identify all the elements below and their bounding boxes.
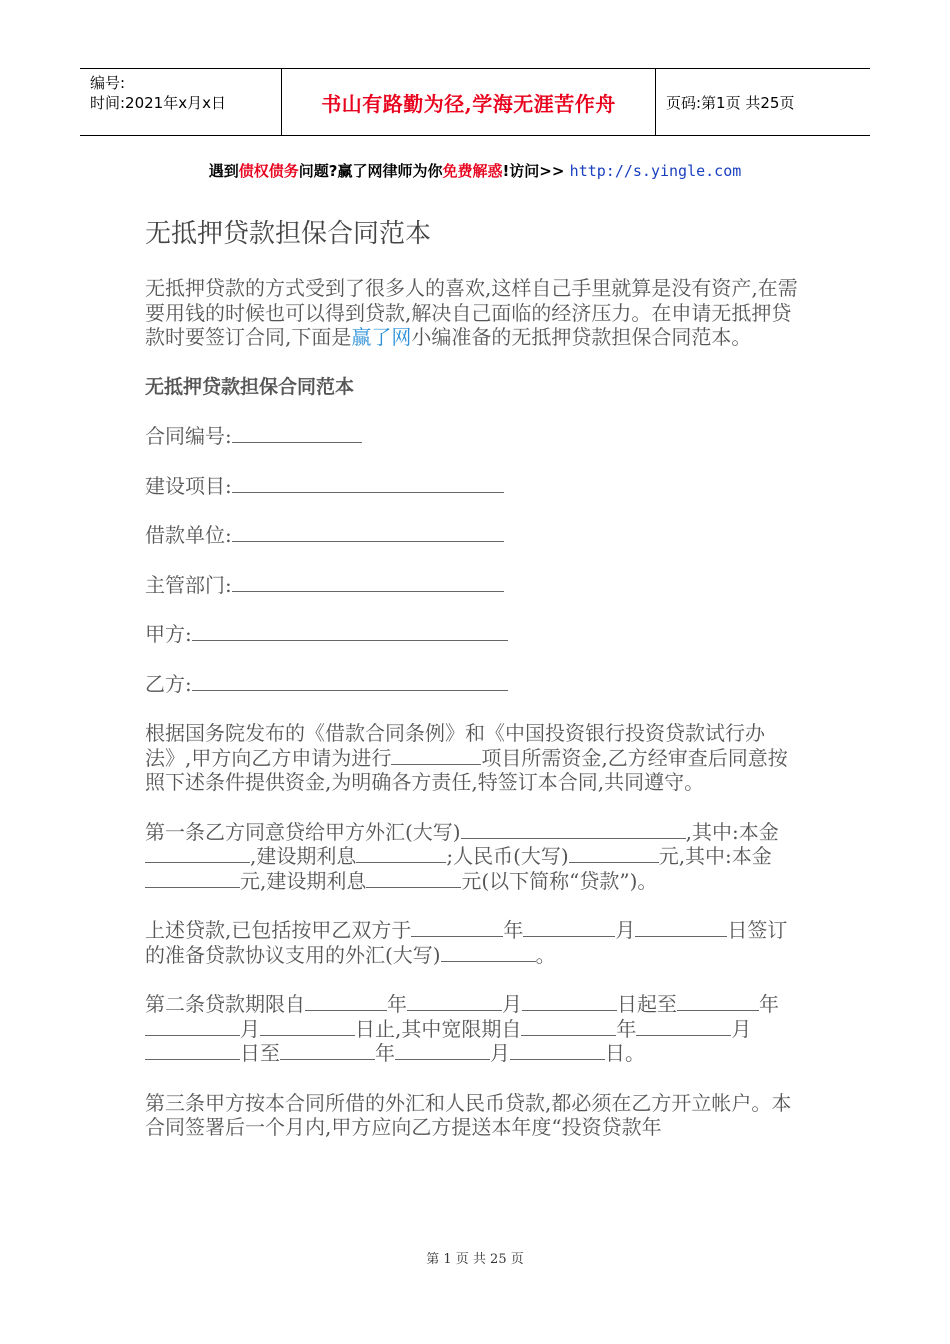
text: 上述贷款,已包括按甲乙双方于 — [145, 918, 412, 942]
text: 年 — [375, 1041, 395, 1065]
blank-line — [395, 1041, 490, 1060]
text: 年 — [387, 992, 407, 1016]
loan-note-paragraph — [145, 918, 805, 967]
text: ,建设期利息 — [250, 844, 357, 868]
field-contract-number — [145, 424, 805, 449]
blank-line — [232, 474, 504, 493]
field-label: 建设项目: — [145, 473, 232, 498]
text: 第一条乙方同意贷给甲方外汇(大写) — [145, 819, 461, 844]
text: 月 — [502, 992, 522, 1016]
yingle-link[interactable]: 赢了网 — [351, 325, 412, 349]
text: 月 — [615, 918, 636, 942]
ad-text-2: 问题?赢了网律师为你 — [298, 162, 443, 180]
blank-line — [192, 622, 508, 641]
field-label: 借款单位: — [145, 523, 232, 547]
text: 元,其中:本金 — [658, 844, 772, 868]
text: 日。 — [605, 1041, 645, 1065]
ad-text-3: !访问>> — [502, 162, 570, 180]
field-project — [145, 474, 805, 499]
text: 月 — [731, 1016, 752, 1041]
blank-line — [260, 1017, 355, 1036]
text: 年 — [759, 992, 779, 1016]
field-party-a — [145, 622, 805, 647]
intro-paragraph — [145, 276, 805, 350]
text: 年 — [503, 918, 524, 942]
text: 日至 — [240, 1041, 280, 1065]
blank-line — [407, 992, 502, 1011]
ad-highlight-2: 免费解惑 — [442, 162, 503, 180]
text: 元(以下简称“贷款”)。 — [461, 868, 658, 893]
blank-line — [232, 523, 504, 542]
field-department — [145, 573, 805, 598]
blank-line — [305, 992, 387, 1011]
text: 元,建设期利息 — [240, 868, 367, 893]
text: 月 — [490, 1041, 510, 1065]
intro-text-end: 小编准备的无抵押贷款担保合同范本。 — [411, 325, 752, 349]
blank-line — [356, 844, 446, 863]
footer-page-number: 第 1 页 共 25 页 — [426, 1252, 524, 1267]
field-label: 乙方: — [145, 671, 192, 696]
blank-line — [441, 943, 536, 962]
page-info: 页码:第1页 共25页 — [666, 93, 795, 112]
intro-text: 无抵押贷款的方式受到了很多人的喜欢,这样自己手里就算是没有资产,在需要用钱的时候也可以得到贷款,解决自己面临的经济压力。在申请无抵押贷款时要签订合同,下面是 — [145, 276, 798, 349]
field-label: 合同编号: — [145, 424, 232, 448]
header-motto-cell — [282, 69, 656, 135]
number-label: 编号: — [90, 74, 126, 92]
text: ,其中:本金 — [685, 819, 779, 844]
document-body — [145, 216, 805, 1165]
field-label: 主管部门: — [145, 572, 232, 597]
field-borrower — [145, 523, 805, 548]
blank-line — [232, 424, 362, 443]
blank-line — [145, 844, 250, 863]
blank-line — [510, 1041, 605, 1060]
article-2 — [145, 992, 805, 1066]
blank-line — [411, 918, 503, 937]
blank-line — [523, 918, 615, 937]
blank-line — [522, 992, 617, 1011]
text: 根据国务院发布的《借款合同条例》和《中国投资银行投资贷款试行办法》,甲方向乙方申请为进行 — [145, 721, 765, 770]
ad-text-1: 遇到 — [208, 162, 239, 180]
text: 项目所需资金,乙方经审查后同意按照下述条件提供资金,为明确各方责任,特签订本合同,共同遵守。 — [145, 745, 788, 794]
text: 日起至 — [617, 992, 677, 1016]
blank-line — [145, 869, 240, 888]
article-1 — [145, 820, 805, 894]
field-label: 甲方: — [145, 622, 192, 646]
blank-line — [677, 992, 759, 1011]
ad-highlight-1: 债权债务 — [238, 162, 299, 180]
text: 年 — [616, 1016, 637, 1041]
page-header — [80, 68, 870, 136]
blank-line — [145, 1041, 240, 1060]
blank-line — [280, 1041, 375, 1060]
page-footer — [0, 1248, 950, 1267]
text: 月 — [240, 1016, 260, 1041]
text: ;人民币(大写) — [446, 844, 569, 868]
blank-line — [461, 820, 686, 839]
blank-line — [521, 1017, 616, 1036]
ad-banner — [0, 160, 950, 181]
text: 第二条贷款期限自 — [145, 992, 305, 1016]
text: 日签订的准备贷款协议支用的外汇(大写) — [145, 918, 788, 967]
blank-line — [391, 746, 481, 765]
time-label: 时间:2021年x月x日 — [90, 94, 226, 112]
header-page-info — [656, 69, 870, 135]
basis-paragraph — [145, 721, 805, 795]
document-title: 无抵押贷款担保合同范本 — [145, 219, 432, 249]
blank-line — [232, 573, 504, 592]
blank-line — [366, 869, 461, 888]
blank-line — [569, 844, 659, 863]
text: 。 — [535, 942, 556, 967]
blank-line — [145, 1017, 240, 1036]
header-motto: 书山有路勤为径,学海无涯苦作舟 — [321, 91, 616, 116]
ad-url-link[interactable]: http://s.yingle.com — [569, 162, 742, 180]
article-3: 第三条甲方按本合同所借的外汇和人民币贷款,都必须在乙方开立帐户。本合同签署后一个月内,甲方应向乙方提送本年度“投资贷款年 — [145, 1090, 792, 1139]
field-party-b — [145, 672, 805, 697]
section-subheading: 无抵押贷款担保合同范本 — [145, 375, 355, 398]
blank-line — [635, 918, 727, 937]
header-meta — [80, 69, 282, 135]
blank-line — [636, 1017, 731, 1036]
text: 日止,其中宽限期自 — [355, 1016, 522, 1041]
blank-line — [192, 672, 508, 691]
